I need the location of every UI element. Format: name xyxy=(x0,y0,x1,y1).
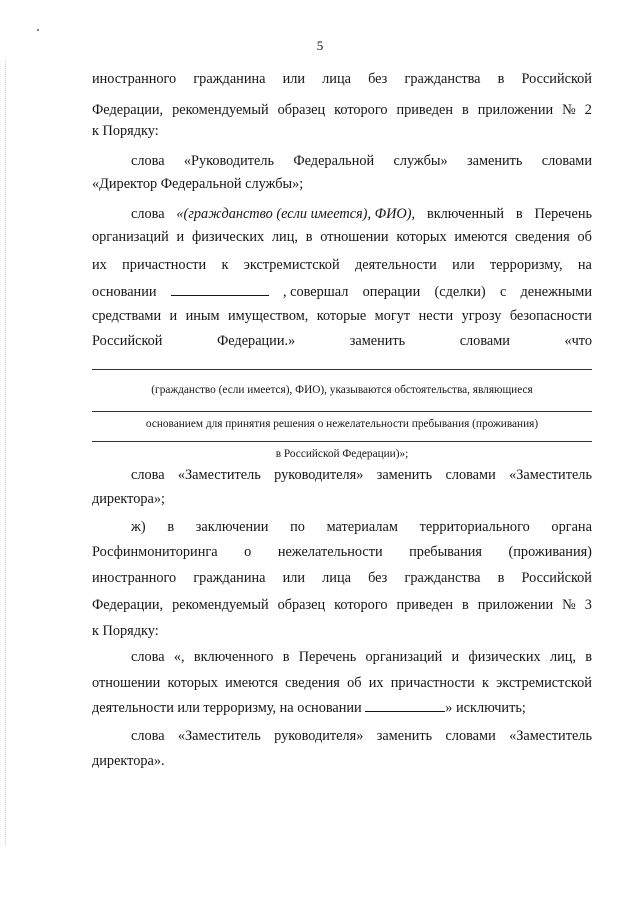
line xyxy=(92,699,592,717)
word: средствами xyxy=(92,308,162,324)
word: терроризму, xyxy=(489,257,563,273)
word: органа xyxy=(551,519,592,535)
line: «Директор Федеральной службы»; xyxy=(92,176,304,192)
word: приведен xyxy=(396,597,454,613)
word: имуществом, xyxy=(228,308,309,324)
word: Российской xyxy=(92,333,163,349)
word: заменить xyxy=(466,153,523,169)
word: сведения xyxy=(285,675,340,691)
form-caption: в Российской Федерации)»; xyxy=(275,448,409,460)
word: в xyxy=(462,597,469,613)
word: словами xyxy=(445,728,496,744)
word: слова xyxy=(131,206,165,222)
word: нести xyxy=(418,308,454,324)
word: заключении xyxy=(195,519,269,535)
word: физических xyxy=(468,649,541,665)
word: деятельности или терроризму, на основании xyxy=(92,700,362,716)
word: нежелательности xyxy=(277,544,383,560)
word: их xyxy=(92,257,107,273)
word: приложении xyxy=(477,597,554,613)
word: причастности xyxy=(122,257,207,273)
line xyxy=(92,228,592,246)
line xyxy=(92,596,592,614)
line: к Порядку: xyxy=(92,123,159,139)
word: Федеральной xyxy=(293,153,375,169)
line xyxy=(92,101,592,119)
blank-field xyxy=(171,283,269,296)
word: иностранного xyxy=(92,71,177,87)
word: или xyxy=(452,257,475,273)
line xyxy=(131,727,592,745)
word: в xyxy=(167,519,175,535)
word: лиц, xyxy=(271,229,298,245)
form-rule xyxy=(92,411,592,412)
word: рекомендуемый xyxy=(172,102,269,118)
line xyxy=(92,256,592,274)
word: Федерации.» xyxy=(216,333,296,349)
word: угрозу xyxy=(461,308,502,324)
word: материалам xyxy=(326,519,398,535)
line: директора». xyxy=(92,753,165,769)
word: » исключить; xyxy=(445,700,526,716)
word: могут xyxy=(374,308,411,324)
word: «что xyxy=(564,333,592,349)
word: в xyxy=(462,102,469,118)
word: или xyxy=(282,570,306,586)
word: без xyxy=(368,71,388,87)
word: без xyxy=(368,570,388,586)
word: в xyxy=(282,649,290,665)
word: образец xyxy=(277,102,326,118)
word: иным xyxy=(185,308,220,324)
word: Федерации, xyxy=(92,597,164,613)
word: на xyxy=(577,257,592,273)
word: безопасности xyxy=(509,308,592,324)
word: в xyxy=(515,206,523,222)
word: «Заместитель xyxy=(177,728,261,744)
word: заменить xyxy=(349,333,406,349)
word: «Заместитель xyxy=(509,728,592,744)
italic-phrase: «(гражданство (если имеется), ФИО), xyxy=(176,206,416,222)
word: их xyxy=(368,675,384,691)
line xyxy=(92,283,592,301)
line xyxy=(92,307,592,325)
word: включенного xyxy=(193,649,274,665)
word: с xyxy=(499,284,507,300)
word: сведения xyxy=(515,229,570,245)
word: основании xyxy=(92,284,157,300)
word: организаций xyxy=(92,229,169,245)
scan-speck xyxy=(37,29,39,31)
word: «Руководитель xyxy=(183,153,275,169)
line: директора»; xyxy=(92,491,165,507)
word: словами xyxy=(459,333,510,349)
word: приложении xyxy=(477,102,554,118)
word: (сделки) xyxy=(434,284,486,300)
form-rule xyxy=(92,441,592,442)
word: причастности xyxy=(390,675,475,691)
word: операции xyxy=(362,284,421,300)
word: гражданства xyxy=(404,71,481,87)
word: и xyxy=(169,308,178,324)
word: включенный xyxy=(426,206,504,222)
word: Перечень xyxy=(534,206,592,222)
word: в xyxy=(305,229,313,245)
word: которого xyxy=(334,597,388,613)
word: об xyxy=(577,229,592,245)
word: физических xyxy=(191,229,265,245)
line xyxy=(131,205,592,223)
word: гражданина xyxy=(193,570,266,586)
word: № xyxy=(562,597,576,613)
word: к xyxy=(221,257,229,273)
word: слова xyxy=(131,649,165,665)
word: имеются xyxy=(454,229,508,245)
line xyxy=(92,569,592,587)
word: по xyxy=(290,519,305,535)
word: заменить xyxy=(376,728,433,744)
word: пребывания xyxy=(409,544,482,560)
form-caption: основанием для принятия решения о нежелательности пребывания (проживания) xyxy=(145,418,539,430)
word: Перечень xyxy=(298,649,357,665)
line xyxy=(92,70,592,88)
line: к Порядку: xyxy=(92,623,159,639)
word: Росфинмониторинга xyxy=(92,544,218,560)
line xyxy=(92,543,592,561)
word: иностранного xyxy=(92,570,177,586)
word: к xyxy=(481,675,489,691)
word: отношении xyxy=(320,229,389,245)
line xyxy=(92,674,592,692)
word: ж) xyxy=(131,519,146,535)
word: которых xyxy=(167,675,218,691)
word: или xyxy=(282,71,306,87)
word: заменить xyxy=(376,467,433,483)
word: руководителя» xyxy=(274,728,364,744)
word: организаций xyxy=(365,649,443,665)
form-rule xyxy=(92,369,592,370)
word: и xyxy=(451,649,460,665)
word: экстремистской xyxy=(243,257,340,273)
word: слова xyxy=(131,728,165,744)
word: «, xyxy=(173,649,185,665)
word: 3 xyxy=(584,597,592,613)
word: словами xyxy=(445,467,496,483)
word: в xyxy=(497,570,505,586)
word: и xyxy=(176,229,185,245)
word: слова xyxy=(131,153,165,169)
line xyxy=(92,332,592,350)
word: Федерации, xyxy=(92,102,164,118)
word: деятельности xyxy=(354,257,437,273)
word: службы» xyxy=(393,153,448,169)
word: денежными xyxy=(520,284,592,300)
word: 2 xyxy=(584,102,592,118)
line xyxy=(131,466,592,484)
word: лица xyxy=(322,570,351,586)
word: которые xyxy=(316,308,367,324)
word: в xyxy=(497,71,505,87)
word: приведен xyxy=(396,102,454,118)
word: отношении xyxy=(92,675,161,691)
scan-margin-dots xyxy=(5,60,6,845)
word: лиц, xyxy=(549,649,576,665)
word: гражданства xyxy=(404,570,481,586)
word: рекомендуемый xyxy=(172,597,269,613)
word: имеются xyxy=(225,675,278,691)
word: словами xyxy=(541,153,592,169)
word: Российской xyxy=(521,570,592,586)
form-caption: (гражданство (если имеется), ФИО), указываются обстоятельства, являющиеся xyxy=(151,384,533,396)
word: экстремистской xyxy=(496,675,592,691)
word: о xyxy=(244,544,252,560)
word: которых xyxy=(396,229,447,245)
word: образец xyxy=(277,597,326,613)
word: территориального xyxy=(419,519,530,535)
word: руководителя» xyxy=(274,467,364,483)
word: Российской xyxy=(521,71,592,87)
line xyxy=(131,152,592,170)
word: «Заместитель xyxy=(509,467,592,483)
word: в xyxy=(585,649,592,665)
word: «Заместитель xyxy=(177,467,261,483)
word: (проживания) xyxy=(508,544,592,560)
word: лица xyxy=(322,71,351,87)
word: № xyxy=(562,102,576,118)
word: об xyxy=(347,675,362,691)
word: слова xyxy=(131,467,165,483)
word: которого xyxy=(334,102,388,118)
word: , совершал xyxy=(282,284,349,300)
word: гражданина xyxy=(193,71,266,87)
line xyxy=(131,518,592,536)
blank-field xyxy=(365,699,445,712)
line xyxy=(131,648,592,666)
page-number: 5 xyxy=(316,38,324,53)
